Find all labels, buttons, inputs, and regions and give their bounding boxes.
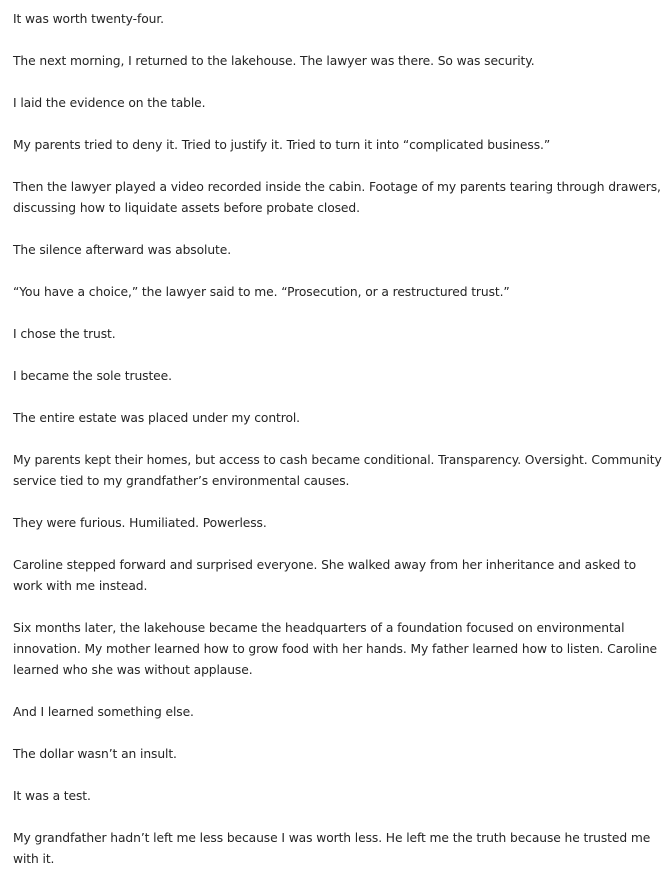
paragraph: Caroline stepped forward and surprised everyone. She walked away from her inheritance and asked to work with me instead.: [13, 558, 637, 593]
paragraph: My grandfather hadn’t left me less because I was worth less. He left me the truth because he trusted me with it.: [13, 831, 651, 866]
paragraph: The next morning, I returned to the lakehouse. The lawyer was there. So was security.: [13, 54, 535, 68]
paragraph: It was worth twenty-four.: [13, 12, 164, 26]
paragraph: The dollar wasn’t an insult.: [13, 747, 177, 761]
paragraph: I became the sole trustee.: [13, 369, 172, 383]
paragraph: My parents tried to deny it. Tried to justify it. Tried to turn it into “complicated business.”: [13, 138, 551, 152]
paragraph: They were furious. Humiliated. Powerless.: [13, 516, 267, 530]
paragraph: The entire estate was placed under my control.: [13, 411, 300, 425]
paragraph: Then the lawyer played a video recorded inside the cabin. Footage of my parents tearing through drawers, discussing how to liquidate assets before probate closed.: [13, 180, 661, 215]
paragraph: “You have a choice,” the lawyer said to me. “Prosecution, or a restructured trust.”: [13, 285, 510, 299]
paragraph: I chose the trust.: [13, 327, 116, 341]
paragraph: It was a test.: [13, 789, 91, 803]
paragraph: My parents kept their homes, but access to cash became conditional. Transparency. Oversight. Community service tied to my grandfather’s environmental causes.: [13, 453, 662, 488]
paragraph: The silence afterward was absolute.: [13, 243, 232, 257]
paragraph: And I learned something else.: [13, 705, 194, 719]
paragraph: I laid the evidence on the table.: [13, 96, 206, 110]
paragraph: Six months later, the lakehouse became the headquarters of a foundation focused on environmental innovation. My mother learned how to grow food with her hands. My father learned how to listen. Caroline learned who she was without applause.: [13, 621, 658, 677]
